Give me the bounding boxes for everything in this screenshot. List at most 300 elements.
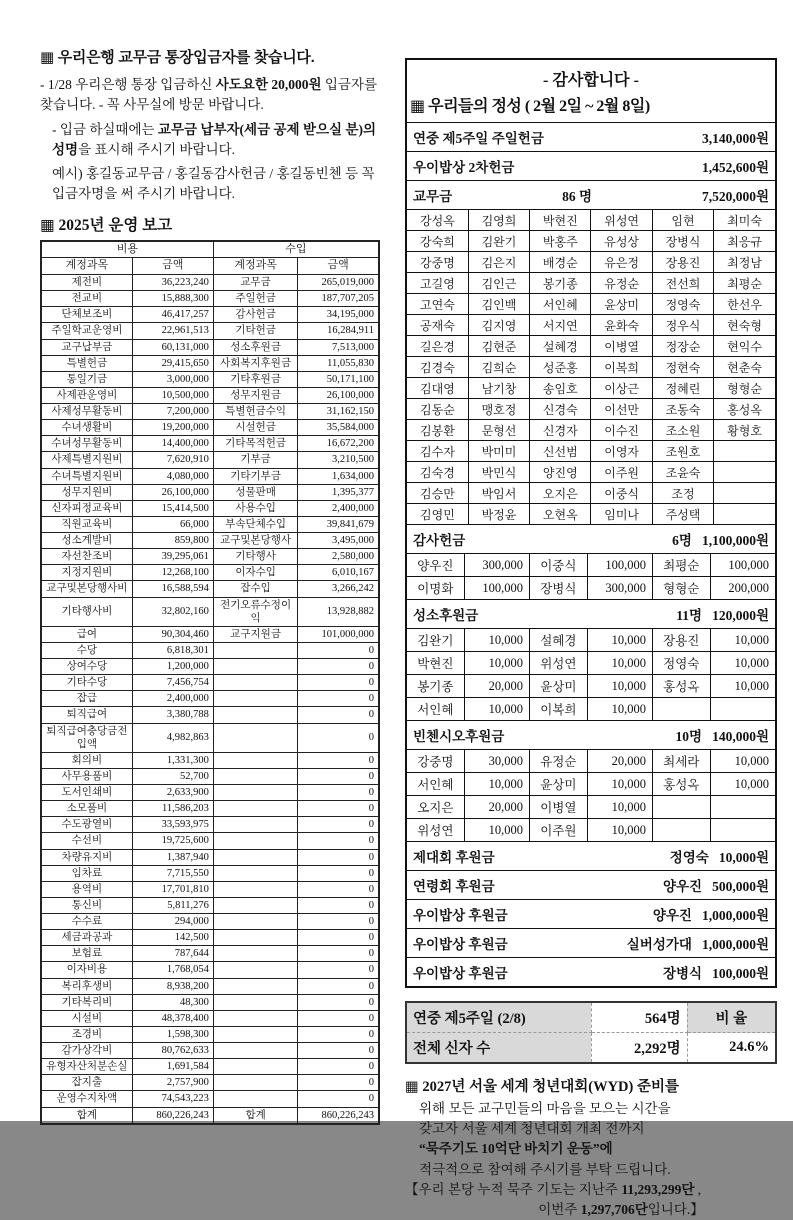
table-cell: 10,000: [464, 629, 529, 652]
table-cell: 0: [298, 897, 379, 913]
table-cell: 시설헌금: [213, 420, 298, 436]
table-cell: 잡수입: [213, 581, 298, 597]
table-cell: 한선우: [714, 294, 775, 315]
text-segment: 교무금 납부자(세금 공제 받으실 분)의 성명: [52, 121, 377, 157]
table-row: [41, 387, 379, 403]
table-cell: 공재숙: [407, 315, 468, 336]
donation-label: 우이밥상 후원금: [413, 937, 508, 952]
table-cell: 8,938,200: [132, 978, 213, 994]
table-cell: 형형순: [652, 577, 710, 600]
donor-name: 장병식: [662, 966, 703, 981]
table-row: [407, 819, 775, 842]
table-cell: 22,961,513: [132, 323, 213, 339]
table-cell: 감가상각비: [41, 1043, 132, 1059]
table-row: [41, 865, 379, 881]
table-cell: [213, 1010, 298, 1026]
table-cell: 2,580,000: [298, 549, 379, 565]
section-total: 140,000원: [712, 729, 769, 744]
table-cell: 윤화숙: [591, 315, 652, 336]
text-segment: - 입금 하실때에는: [52, 121, 158, 137]
table-cell: [652, 819, 710, 842]
table-cell: 최평순: [652, 554, 710, 577]
table-row: [41, 468, 379, 484]
gyomugeum-names-grid: [407, 210, 775, 525]
table-cell: 6,010,167: [298, 565, 379, 581]
table-cell: 통신비: [41, 897, 132, 913]
table-cell: 2,400,000: [298, 500, 379, 516]
table-cell: 0: [298, 1091, 379, 1107]
table-row: [41, 914, 379, 930]
table-cell: 3,495,000: [298, 533, 379, 549]
table-cell: 66,000: [132, 516, 213, 532]
table-cell: 46,417,257: [132, 307, 213, 323]
attendance-week-count: 564명: [591, 1002, 687, 1033]
attendance-total-count: 2,292명: [591, 1033, 687, 1064]
table-cell: 교구지원금: [213, 626, 298, 642]
table-row: [41, 833, 379, 849]
table-cell: 정혜린: [652, 378, 713, 399]
table-row: [41, 549, 379, 565]
table-cell: 위성연: [407, 819, 464, 842]
bank-notice: [40, 46, 396, 205]
table-cell: 787,644: [132, 946, 213, 962]
table-cell: 시설비: [41, 1010, 132, 1026]
table-cell: 7,620,910: [132, 452, 213, 468]
donation-grid-body: [407, 750, 775, 842]
table-cell: 0: [298, 642, 379, 658]
table-cell: 복리후생비: [41, 978, 132, 994]
table-cell: 10,000: [587, 796, 652, 819]
table-cell: [213, 785, 298, 801]
table-cell: 조소원: [652, 420, 713, 441]
table-row: [41, 1075, 379, 1091]
table-cell: 정영숙: [652, 294, 713, 315]
table-cell: 10,000: [710, 773, 775, 796]
table-cell: [213, 994, 298, 1010]
table-cell: 11,055,830: [298, 355, 379, 371]
table-row: [41, 1107, 379, 1124]
table-row: [41, 533, 379, 549]
table-row: [407, 462, 775, 483]
section-summary: [676, 725, 769, 745]
table-cell: 급여: [41, 626, 132, 642]
attendance-rate-value: 24.6%: [687, 1033, 776, 1064]
table-cell: 홍성옥: [652, 675, 710, 698]
table-cell: [213, 707, 298, 723]
donation-amount: 1,000,000원: [701, 937, 769, 952]
table-row: [41, 817, 379, 833]
table-cell: 최응규: [714, 231, 775, 252]
table-cell: 위성연: [591, 210, 652, 231]
table-row: [41, 930, 379, 946]
table-cell: [213, 897, 298, 913]
table-cell: 1,387,940: [132, 849, 213, 865]
table-row: [407, 504, 775, 525]
table-cell: 김인백: [468, 294, 529, 315]
table-cell: 황형호: [714, 420, 775, 441]
table-cell: 길은경: [407, 336, 468, 357]
donation-grid: [407, 629, 775, 721]
table-cell: 60,131,000: [132, 339, 213, 355]
table-cell: 1,691,584: [132, 1059, 213, 1075]
table-cell: 정장순: [652, 336, 713, 357]
table-cell: 박홍주: [530, 231, 591, 252]
table-cell: [213, 946, 298, 962]
table-cell: 3,380,788: [132, 707, 213, 723]
table-cell: 0: [298, 1043, 379, 1059]
table-cell: 특별헌금: [41, 355, 132, 371]
table-row: [407, 750, 775, 773]
expense-group-header: 비용: [41, 241, 213, 258]
table-cell: 기타목적헌금: [213, 436, 298, 452]
table-cell: 주일헌금: [213, 291, 298, 307]
donation-section-header: [407, 600, 775, 629]
table-cell: 860,226,243: [132, 1107, 213, 1124]
table-cell: 맹호정: [468, 399, 529, 420]
table-cell: 이복희: [591, 357, 652, 378]
table-cell: 수녀특별지원비: [41, 468, 132, 484]
table-cell: 10,000: [710, 675, 775, 698]
table-cell: 김동순: [407, 399, 468, 420]
left-column: [40, 46, 396, 1125]
table-cell: 7,200,000: [132, 404, 213, 420]
table-row: [41, 801, 379, 817]
text-segment: 입니다.】: [647, 1202, 704, 1217]
table-row: [41, 581, 379, 597]
table-cell: 양진영: [530, 462, 591, 483]
attendance-week-row: [406, 1002, 776, 1033]
table-cell: 남기창: [468, 378, 529, 399]
table-row: [41, 978, 379, 994]
table-cell: 10,500,000: [132, 387, 213, 403]
table-cell: 80,762,633: [132, 1043, 213, 1059]
table-row: [41, 1091, 379, 1107]
notice-title: ▦ 우리은행 교무금 통장입금자를 찾습니다.: [40, 49, 315, 66]
table-cell: 3,000,000: [132, 371, 213, 387]
table-cell: 3,210,500: [298, 452, 379, 468]
operating-report-table: [40, 240, 380, 1125]
text-segment: ,: [694, 1181, 702, 1197]
table-cell: 제전비: [41, 275, 132, 291]
table-cell: 김경숙: [407, 357, 468, 378]
donor-name: 실버성가대: [626, 937, 692, 952]
donation-label: 우이밥상 후원금: [413, 908, 508, 923]
table-row: [41, 355, 379, 371]
table-row: [407, 675, 775, 698]
table-cell: [213, 849, 298, 865]
section-name: 빈첸시오후원금: [413, 729, 505, 744]
table-cell: 설혜경: [530, 629, 588, 652]
table-cell: 신경자: [530, 420, 591, 441]
table-cell: 이영자: [591, 441, 652, 462]
table-cell: 2,633,900: [132, 785, 213, 801]
text-segment: 위해 모든 교구민들의 마음을 모으는 시간을: [419, 1100, 671, 1116]
text-segment: - 1/28 우리은행 통장 입금하신: [40, 77, 216, 92]
table-cell: 수도광열비: [41, 817, 132, 833]
table-cell: 0: [298, 659, 379, 675]
table-cell: 홍성옥: [652, 773, 710, 796]
table-cell: [213, 801, 298, 817]
table-row: [41, 1026, 379, 1042]
right-column: [405, 58, 777, 1220]
table-cell: 김대영: [407, 378, 468, 399]
table-cell: [652, 698, 710, 721]
table-cell: 기타헌금: [213, 323, 298, 339]
table-cell: 윤상미: [591, 294, 652, 315]
table-cell: 박현진: [530, 210, 591, 231]
text-line: [40, 75, 396, 116]
donation-amount: 1,000,000원: [701, 908, 769, 923]
table-cell: 정현숙: [652, 357, 713, 378]
donation-label: 우이밥상 후원금: [413, 966, 508, 981]
table-cell: 0: [298, 865, 379, 881]
table-cell: 최정남: [714, 252, 775, 273]
table-cell: 7,715,550: [132, 865, 213, 881]
table-cell: 김영희: [468, 210, 529, 231]
table-cell: 2,400,000: [132, 691, 213, 707]
table-cell: 퇴직급여충당금전입액: [41, 723, 132, 752]
table-row: [41, 897, 379, 913]
text-segment: 을 표시해 주시기 바랍니다.: [78, 141, 236, 157]
table-cell: 사제성무활동비: [41, 404, 132, 420]
table-cell: 최세라: [652, 750, 710, 773]
table-row: [407, 554, 775, 577]
section-name: 감사헌금: [413, 533, 466, 548]
table-cell: 용역비: [41, 881, 132, 897]
donation-detail: [653, 904, 769, 924]
table-cell: [213, 833, 298, 849]
table-cell: 세금과공과: [41, 930, 132, 946]
table-cell: 16,672,200: [298, 436, 379, 452]
single-donations: [407, 842, 775, 986]
table-row: [41, 962, 379, 978]
table-cell: 10,000: [464, 819, 529, 842]
table-cell: 유은정: [591, 252, 652, 273]
table-row: [41, 452, 379, 468]
table-cell: 성소계발비: [41, 533, 132, 549]
table-cell: 사제특별지원비: [41, 452, 132, 468]
table-cell: 문형선: [468, 420, 529, 441]
table-row: [41, 849, 379, 865]
table-cell: 자선찬조비: [41, 549, 132, 565]
expense-amount-header: 금액: [132, 258, 213, 275]
table-cell: 차량유지비: [41, 849, 132, 865]
table-cell: 김수자: [407, 441, 468, 462]
table-cell: 조원호: [652, 441, 713, 462]
table-cell: 고연숙: [407, 294, 468, 315]
table-cell: 100,000: [587, 554, 652, 577]
table-cell: 직원교육비: [41, 516, 132, 532]
table-row: [41, 752, 379, 768]
table-cell: 10,000: [710, 652, 775, 675]
thanks-box: [405, 58, 777, 988]
table-cell: 이상근: [591, 378, 652, 399]
table-cell: 잡지출: [41, 1075, 132, 1091]
table-row: [41, 291, 379, 307]
report-table-head: [41, 241, 379, 275]
table-cell: 0: [298, 962, 379, 978]
table-cell: 36,223,240: [132, 275, 213, 291]
table-row: [41, 565, 379, 581]
table-cell: 0: [298, 1075, 379, 1091]
text-line: [52, 120, 396, 161]
table-cell: 10,000: [710, 629, 775, 652]
donation-label: 연령회 후원금: [413, 879, 495, 894]
table-cell: 김봉환: [407, 420, 468, 441]
table-cell: 1,634,000: [298, 468, 379, 484]
text-segment: 11,293,299단: [621, 1181, 695, 1197]
table-cell: 유성상: [591, 231, 652, 252]
table-cell: 박정윤: [468, 504, 529, 525]
table-cell: 이중식: [591, 483, 652, 504]
table-row: [41, 484, 379, 500]
table-cell: 1,395,377: [298, 484, 379, 500]
single-donation-row: [407, 842, 775, 871]
donation-grid: [407, 750, 775, 842]
table-cell: [213, 865, 298, 881]
table-cell: 기타복리비: [41, 994, 132, 1010]
table-cell: 김현준: [468, 336, 529, 357]
attendance-week-label: 연중 제5주일 (2/8): [406, 1002, 591, 1033]
donation-detail: [627, 933, 769, 953]
text-segment: 사도요한 20,000원: [215, 77, 322, 92]
table-cell: 0: [298, 914, 379, 930]
table-cell: 11,586,203: [132, 801, 213, 817]
offering-summary-row: [407, 123, 775, 152]
table-cell: 48,378,400: [132, 1010, 213, 1026]
table-cell: 10,000: [710, 750, 775, 773]
table-cell: 39,295,061: [132, 549, 213, 565]
table-cell: 위성연: [530, 652, 588, 675]
table-cell: 조윤숙: [652, 462, 713, 483]
table-cell: 7,456,754: [132, 675, 213, 691]
table-cell: 이자수입: [213, 565, 298, 581]
table-cell: 홍성옥: [714, 399, 775, 420]
column-header-row: [41, 258, 379, 275]
table-cell: [213, 1075, 298, 1091]
donation-grid-body: [407, 629, 775, 721]
table-cell: 이명화: [407, 577, 464, 600]
table-cell: [213, 723, 298, 752]
table-row: [41, 597, 379, 626]
table-cell: 이병열: [591, 336, 652, 357]
table-cell: 장병식: [530, 577, 588, 600]
table-cell: [714, 441, 775, 462]
table-cell: [213, 881, 298, 897]
table-cell: 정영숙: [652, 652, 710, 675]
table-cell: 전선희: [652, 273, 713, 294]
table-cell: 사제관운영비: [41, 387, 132, 403]
table-cell: 박임서: [468, 483, 529, 504]
table-cell: 20,000: [464, 796, 529, 819]
section-total: 1,100,000원: [701, 533, 769, 548]
table-cell: 1,331,300: [132, 752, 213, 768]
table-row: [41, 516, 379, 532]
single-donation-row: [407, 929, 775, 958]
table-cell: 265,019,000: [298, 275, 379, 291]
table-cell: [213, 930, 298, 946]
table-cell: 김승만: [407, 483, 468, 504]
text-segment: 적극적으로 참여해 주시기를 부탁 드립니다.: [419, 1161, 671, 1177]
text-segment: 예시) 홍길동교무금 / 홍길동감사헌금 / 홍길동빈첸 등 꼭 입금자명을 써 주시기 바랍니다.: [52, 166, 375, 202]
table-cell: 신선범: [530, 441, 591, 462]
table-cell: 1,598,300: [132, 1026, 213, 1042]
table-cell: 5,811,276: [132, 897, 213, 913]
donation-section-header: [407, 525, 775, 554]
table-cell: 52,700: [132, 768, 213, 784]
table-cell: 0: [298, 1010, 379, 1026]
table-cell: [213, 1091, 298, 1107]
single-donation-row: [407, 871, 775, 900]
offering-summary: [407, 123, 775, 210]
single-donation-row: [407, 900, 775, 929]
table-cell: 26,100,000: [132, 484, 213, 500]
table-cell: 10,000: [587, 773, 652, 796]
table-cell: 31,162,150: [298, 404, 379, 420]
table-cell: 오지은: [530, 483, 591, 504]
table-cell: [213, 752, 298, 768]
table-cell: 봉기종: [407, 675, 464, 698]
table-cell: 김완기: [407, 629, 464, 652]
table-cell: 지정지원비: [41, 565, 132, 581]
table-row: [41, 323, 379, 339]
table-cell: [213, 659, 298, 675]
donor-name: 양우진: [652, 908, 692, 923]
section-count: 6명: [672, 533, 692, 548]
table-cell: 39,841,679: [298, 516, 379, 532]
table-cell: 16,284,911: [298, 323, 379, 339]
thanks-title: - 감사합니다 -: [543, 72, 639, 89]
table-cell: 0: [298, 801, 379, 817]
table-cell: 장용진: [652, 252, 713, 273]
table-cell: 이주원: [591, 462, 652, 483]
donor-name: 정영숙: [669, 850, 709, 865]
table-row: [41, 642, 379, 658]
table-cell: [213, 675, 298, 691]
table-cell: 현숙형: [714, 315, 775, 336]
table-cell: 14,400,000: [132, 436, 213, 452]
table-cell: 성소후원금: [213, 339, 298, 355]
table-cell: 양우진: [407, 554, 464, 577]
table-cell: 0: [298, 1026, 379, 1042]
donation-section-header: [407, 721, 775, 750]
table-cell: 294,000: [132, 914, 213, 930]
table-cell: 0: [298, 785, 379, 801]
table-cell: 윤상미: [530, 773, 588, 796]
table-row: [41, 723, 379, 752]
table-cell: 이선만: [591, 399, 652, 420]
table-cell: 10,000: [587, 675, 652, 698]
table-cell: 유정순: [530, 750, 588, 773]
table-cell: 859,800: [132, 533, 213, 549]
wyd-notice: [405, 1077, 777, 1220]
table-cell: 배경순: [530, 252, 591, 273]
text-line: [419, 1160, 777, 1180]
table-cell: 10,000: [587, 629, 652, 652]
table-row: [41, 707, 379, 723]
table-cell: 교구및본당행사비: [41, 581, 132, 597]
table-cell: 회의비: [41, 752, 132, 768]
table-cell: 90,304,460: [132, 626, 213, 642]
table-cell: 임현: [652, 210, 713, 231]
table-cell: 김완기: [468, 231, 529, 252]
table-cell: 임차료: [41, 865, 132, 881]
table-cell: 100,000: [464, 577, 529, 600]
table-row: [407, 210, 775, 231]
thanks-subtitle: ▦ 우리들의 정성 ( 2월 2일 ~ 2월 8일): [407, 91, 775, 123]
table-cell: 15,414,500: [132, 500, 213, 516]
table-cell: [213, 817, 298, 833]
